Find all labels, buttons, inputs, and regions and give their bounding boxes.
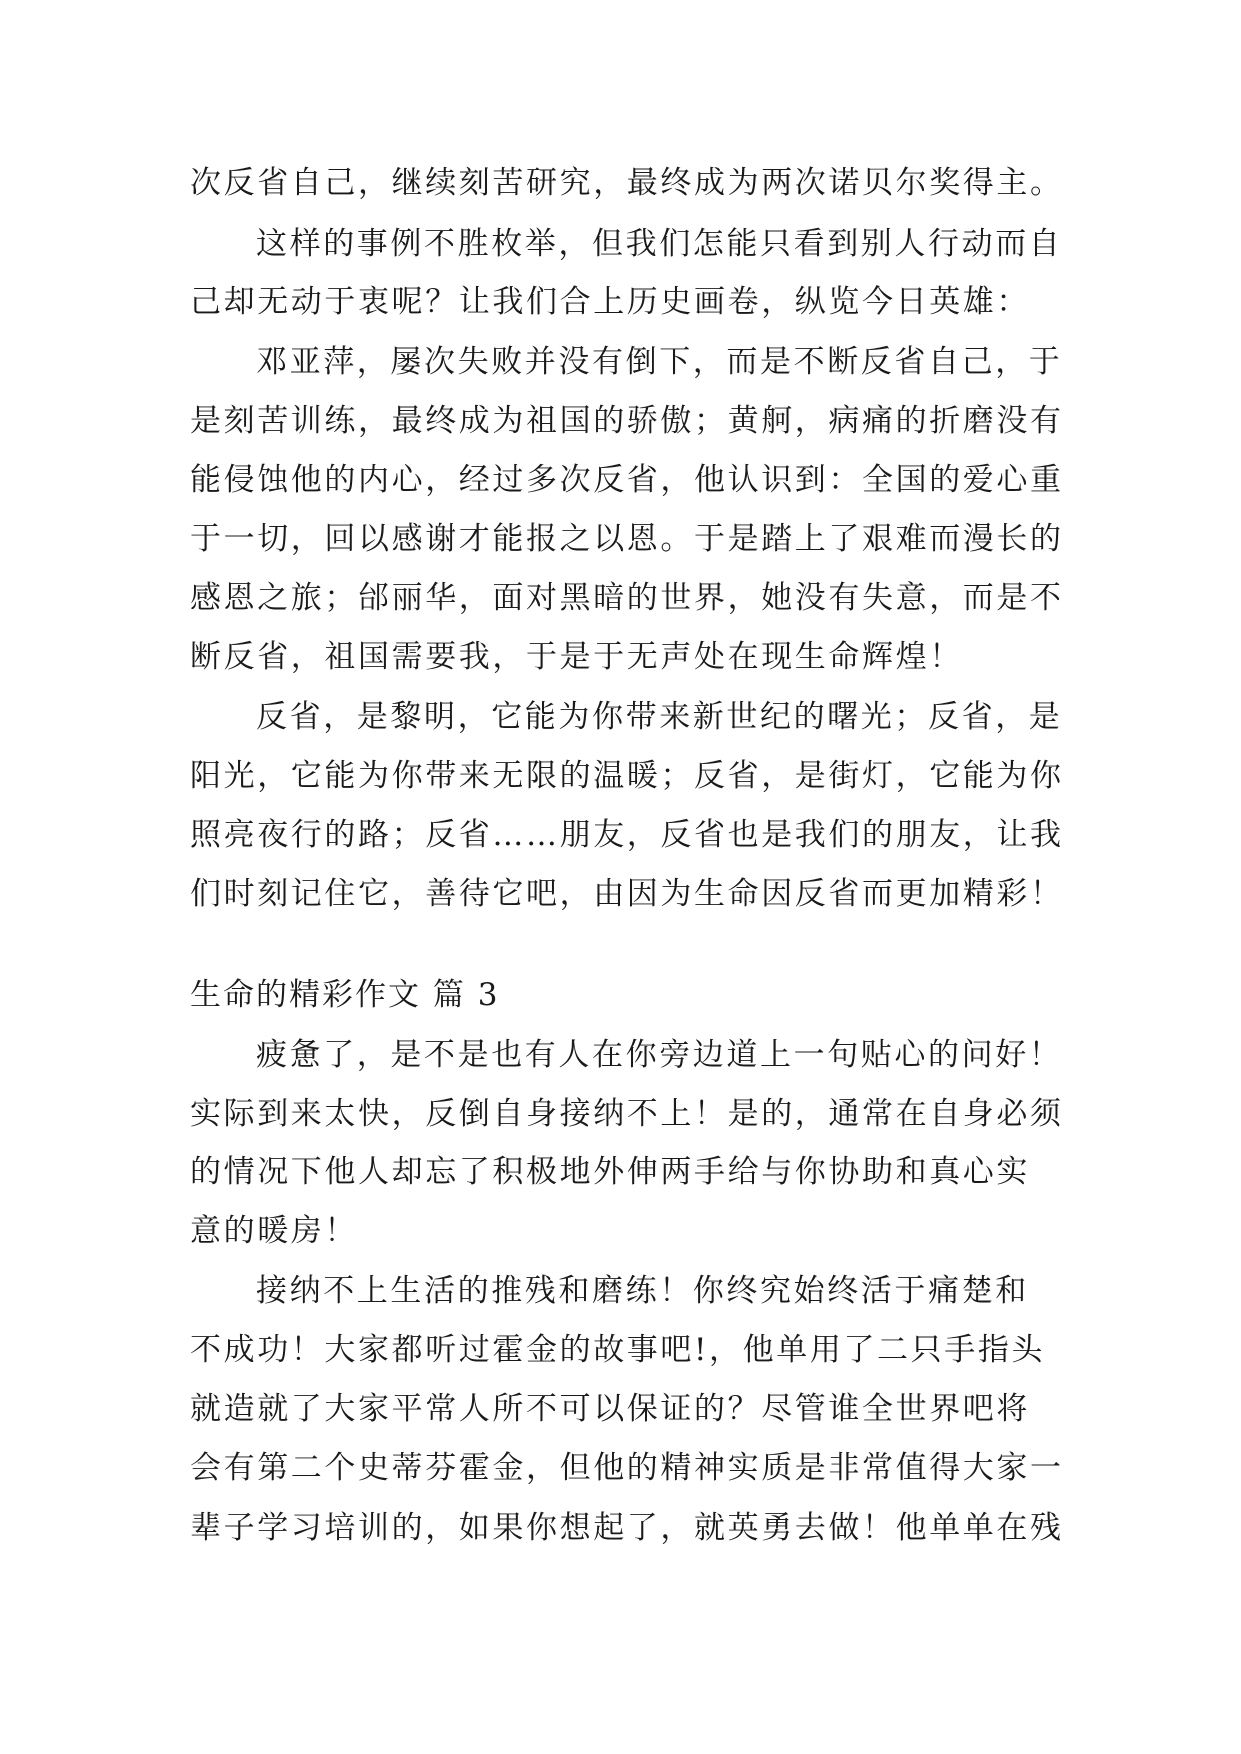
paragraph-line: 于一切，回以感谢才能报之以恩。于是踏上了艰难而漫长的 <box>190 521 1064 557</box>
paragraph-line: 的情况下他人却忘了积极地外伸两手给与你协助和真心实 <box>190 1154 1030 1190</box>
paragraph-line: 阳光，它能为你带来无限的温暖；反省，是街灯，它能为你 <box>190 758 1064 794</box>
paragraph-line: 己却无动于衷呢？让我们合上历史画卷，纵览今日英雄： <box>190 284 1030 320</box>
paragraph-line: 断反省，祖国需要我，于是于无声处在现生命辉煌！ <box>190 639 963 675</box>
paragraph-line: 不成功！大家都听过霍金的故事吧!，他单用了二只手指头 <box>190 1332 1046 1368</box>
paragraph-line: 实际到来太快，反倒自身接纳不上！是的，通常在自身必须 <box>190 1096 1064 1132</box>
paragraph-line: 接纳不上生活的推残和磨练！你终究始终活于痛楚和 <box>256 1273 1029 1309</box>
paragraph-line: 次反省自己，继续刻苦研究，最终成为两次诺贝尔奖得主。 <box>190 165 1064 201</box>
paragraph-line: 辈子学习培训的，如果你想起了，就英勇去做！他单单在残 <box>190 1510 1064 1546</box>
paragraph-line: 感恩之旅；邰丽华，面对黑暗的世界，她没有失意，而是不 <box>190 580 1064 616</box>
paragraph-line: 是刻苦训练，最终成为祖国的骄傲；黄舸，病痛的折磨没有 <box>190 403 1064 439</box>
section-heading: 生命的精彩作文 篇 3 <box>190 977 500 1013</box>
paragraph-line: 照亮夜行的路；反省……朋友，反省也是我们的朋友，让我 <box>190 817 1064 853</box>
paragraph-line: 这样的事例不胜枚举，但我们怎能只看到别人行动而自 <box>256 226 1063 262</box>
paragraph-line: 会有第二个史蒂芬霍金，但他的精神实质是非常值得大家一 <box>190 1450 1064 1486</box>
paragraph-line: 能侵蚀他的内心，经过多次反省，他认识到：全国的爱心重 <box>190 462 1064 498</box>
paragraph-line: 疲惫了，是不是也有人在你旁边道上一句贴心的问好！ <box>256 1037 1063 1073</box>
paragraph-line: 们时刻记住它，善待它吧，由因为生命因反省而更加精彩！ <box>190 876 1064 912</box>
paragraph-line: 反省，是黎明，它能为你带来新世纪的曙光；反省，是 <box>256 699 1063 735</box>
paragraph-line: 就造就了大家平常人所不可以保证的？尽管谁全世界吧将 <box>190 1391 1030 1427</box>
paragraph-line: 邓亚萍，屡次失败并没有倒下，而是不断反省自己，于 <box>256 344 1063 380</box>
paragraph-line: 意的暖房！ <box>190 1213 358 1249</box>
